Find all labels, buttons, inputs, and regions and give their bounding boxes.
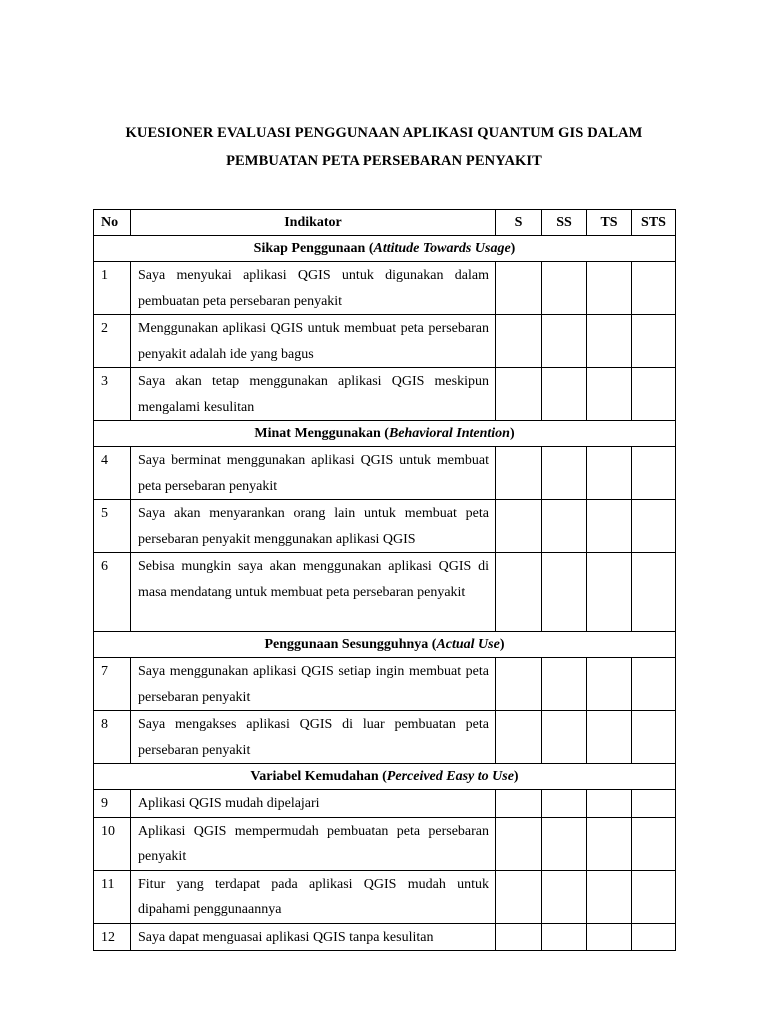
item-number: 1 <box>94 262 131 315</box>
item-indicator: Saya menyukai aplikasi QGIS untuk digunakan dalam pembuatan peta persebaran penyakit <box>131 262 496 315</box>
answer-cell-ss[interactable] <box>542 817 587 870</box>
item-number: 12 <box>94 923 131 951</box>
item-indicator: Aplikasi QGIS mudah dipelajari <box>131 790 496 818</box>
answer-cell-sts[interactable] <box>632 262 676 315</box>
header-row <box>94 210 676 236</box>
section-label-english: Actual Use <box>436 636 500 652</box>
section-label-english: Perceived Easy to Use <box>386 768 514 784</box>
answer-cell-sts[interactable] <box>632 447 676 500</box>
answer-cell-ts[interactable] <box>587 315 632 368</box>
table-row <box>94 711 676 764</box>
item-number: 9 <box>94 790 131 818</box>
table-row <box>94 553 676 632</box>
answer-cell-sts[interactable] <box>632 500 676 553</box>
table-row <box>94 923 676 951</box>
section-label-close: ) <box>510 240 516 256</box>
item-number: 7 <box>94 658 131 711</box>
table-row <box>94 870 676 923</box>
answer-cell-ss[interactable] <box>542 262 587 315</box>
answer-cell-sts[interactable] <box>632 817 676 870</box>
item-indicator: Saya dapat menguasai aplikasi QGIS tanpa kesulitan <box>131 923 496 951</box>
answer-cell-ts[interactable] <box>587 500 632 553</box>
title-line-2: PEMBUATAN PETA PERSEBARAN PENYAKIT <box>226 153 542 169</box>
answer-cell-ts[interactable] <box>587 923 632 951</box>
header-s: S <box>496 210 542 236</box>
table-row <box>94 817 676 870</box>
answer-cell-s[interactable] <box>496 658 542 711</box>
item-indicator: Saya akan menyarankan orang lain untuk membuat peta persebaran penyakit menggunakan aplikasi QGIS <box>131 500 496 553</box>
table-row <box>94 447 676 500</box>
section-label-english: Attitude Towards Usage <box>373 240 511 256</box>
questionnaire-table <box>93 209 676 951</box>
answer-cell-s[interactable] <box>496 447 542 500</box>
header-ss: SS <box>542 210 587 236</box>
item-indicator: Fitur yang terdapat pada aplikasi QGIS mudah untuk dipahami penggunaannya <box>131 870 496 923</box>
section-label-english: Behavioral Intention <box>388 425 510 441</box>
item-number: 3 <box>94 368 131 421</box>
header-indikator: Indikator <box>131 210 496 236</box>
answer-cell-s[interactable] <box>496 500 542 553</box>
item-number: 10 <box>94 817 131 870</box>
answer-cell-ts[interactable] <box>587 368 632 421</box>
section-label-text: Penggunaan Sesungguhnya ( <box>264 636 437 652</box>
section-label-text: Sikap Penggunaan ( <box>253 240 374 256</box>
table-row <box>94 500 676 553</box>
item-indicator: Menggunakan aplikasi QGIS untuk membuat peta persebaran penyakit adalah ide yang bagus <box>131 315 496 368</box>
title-line-1: KUESIONER EVALUASI PENGGUNAAN APLIKASI QUANTUM GIS DALAM <box>125 125 643 141</box>
answer-cell-s[interactable] <box>496 790 542 818</box>
answer-cell-s[interactable] <box>496 553 542 632</box>
answer-cell-s[interactable] <box>496 368 542 421</box>
header-sts: STS <box>632 210 676 236</box>
item-number: 5 <box>94 500 131 553</box>
section-label-close: ) <box>509 425 515 441</box>
section-row <box>94 236 676 262</box>
item-number: 11 <box>94 870 131 923</box>
item-indicator: Saya akan tetap menggunakan aplikasi QGIS meskipun mengalami kesulitan <box>131 368 496 421</box>
section-row <box>94 421 676 447</box>
item-indicator: Sebisa mungkin saya akan menggunakan aplikasi QGIS di masa mendatang untuk membuat peta persebaran penyakit <box>131 553 496 632</box>
section-label <box>94 236 676 262</box>
answer-cell-ss[interactable] <box>542 553 587 632</box>
item-number: 6 <box>94 553 131 632</box>
answer-cell-sts[interactable] <box>632 315 676 368</box>
section-label <box>94 764 676 790</box>
answer-cell-ss[interactable] <box>542 658 587 711</box>
answer-cell-s[interactable] <box>496 262 542 315</box>
answer-cell-ts[interactable] <box>587 817 632 870</box>
answer-cell-ss[interactable] <box>542 315 587 368</box>
answer-cell-sts[interactable] <box>632 711 676 764</box>
section-label-text: Minat Menggunakan ( <box>254 425 389 441</box>
header-no: No <box>94 210 131 236</box>
answer-cell-s[interactable] <box>496 817 542 870</box>
answer-cell-ss[interactable] <box>542 368 587 421</box>
item-number: 2 <box>94 315 131 368</box>
section-label-text: Variabel Kemudahan ( <box>250 768 387 784</box>
answer-cell-ts[interactable] <box>587 262 632 315</box>
item-number: 8 <box>94 711 131 764</box>
answer-cell-ts[interactable] <box>587 553 632 632</box>
answer-cell-ss[interactable] <box>542 500 587 553</box>
answer-cell-sts[interactable] <box>632 870 676 923</box>
section-label-close: ) <box>513 768 519 784</box>
answer-cell-ts[interactable] <box>587 790 632 818</box>
answer-cell-s[interactable] <box>496 315 542 368</box>
answer-cell-ss[interactable] <box>542 447 587 500</box>
section-label-close: ) <box>499 636 505 652</box>
answer-cell-ts[interactable] <box>587 711 632 764</box>
section-row <box>94 764 676 790</box>
item-indicator: Saya mengakses aplikasi QGIS di luar pembuatan peta persebaran penyakit <box>131 711 496 764</box>
answer-cell-ts[interactable] <box>587 658 632 711</box>
table-row <box>94 790 676 818</box>
section-row <box>94 632 676 658</box>
answer-cell-ss[interactable] <box>542 790 587 818</box>
table-row <box>94 315 676 368</box>
section-label <box>94 632 676 658</box>
answer-cell-s[interactable] <box>496 711 542 764</box>
item-number: 4 <box>94 447 131 500</box>
answer-cell-s[interactable] <box>496 870 542 923</box>
item-indicator: Saya berminat menggunakan aplikasi QGIS untuk membuat peta persebaran penyakit <box>131 447 496 500</box>
item-indicator: Saya menggunakan aplikasi QGIS setiap ingin membuat peta persebaran penyakit <box>131 658 496 711</box>
answer-cell-ss[interactable] <box>542 711 587 764</box>
document-title <box>0 119 768 175</box>
answer-cell-ts[interactable] <box>587 870 632 923</box>
table-row <box>94 368 676 421</box>
answer-cell-sts[interactable] <box>632 658 676 711</box>
answer-cell-s[interactable] <box>496 923 542 951</box>
answer-cell-ss[interactable] <box>542 923 587 951</box>
answer-cell-ts[interactable] <box>587 447 632 500</box>
item-indicator: Aplikasi QGIS mempermudah pembuatan peta persebaran penyakit <box>131 817 496 870</box>
table-row <box>94 262 676 315</box>
header-ts: TS <box>587 210 632 236</box>
answer-cell-sts[interactable] <box>632 553 676 632</box>
answer-cell-sts[interactable] <box>632 368 676 421</box>
section-label <box>94 421 676 447</box>
answer-cell-sts[interactable] <box>632 790 676 818</box>
table-row <box>94 658 676 711</box>
answer-cell-ss[interactable] <box>542 870 587 923</box>
answer-cell-sts[interactable] <box>632 923 676 951</box>
